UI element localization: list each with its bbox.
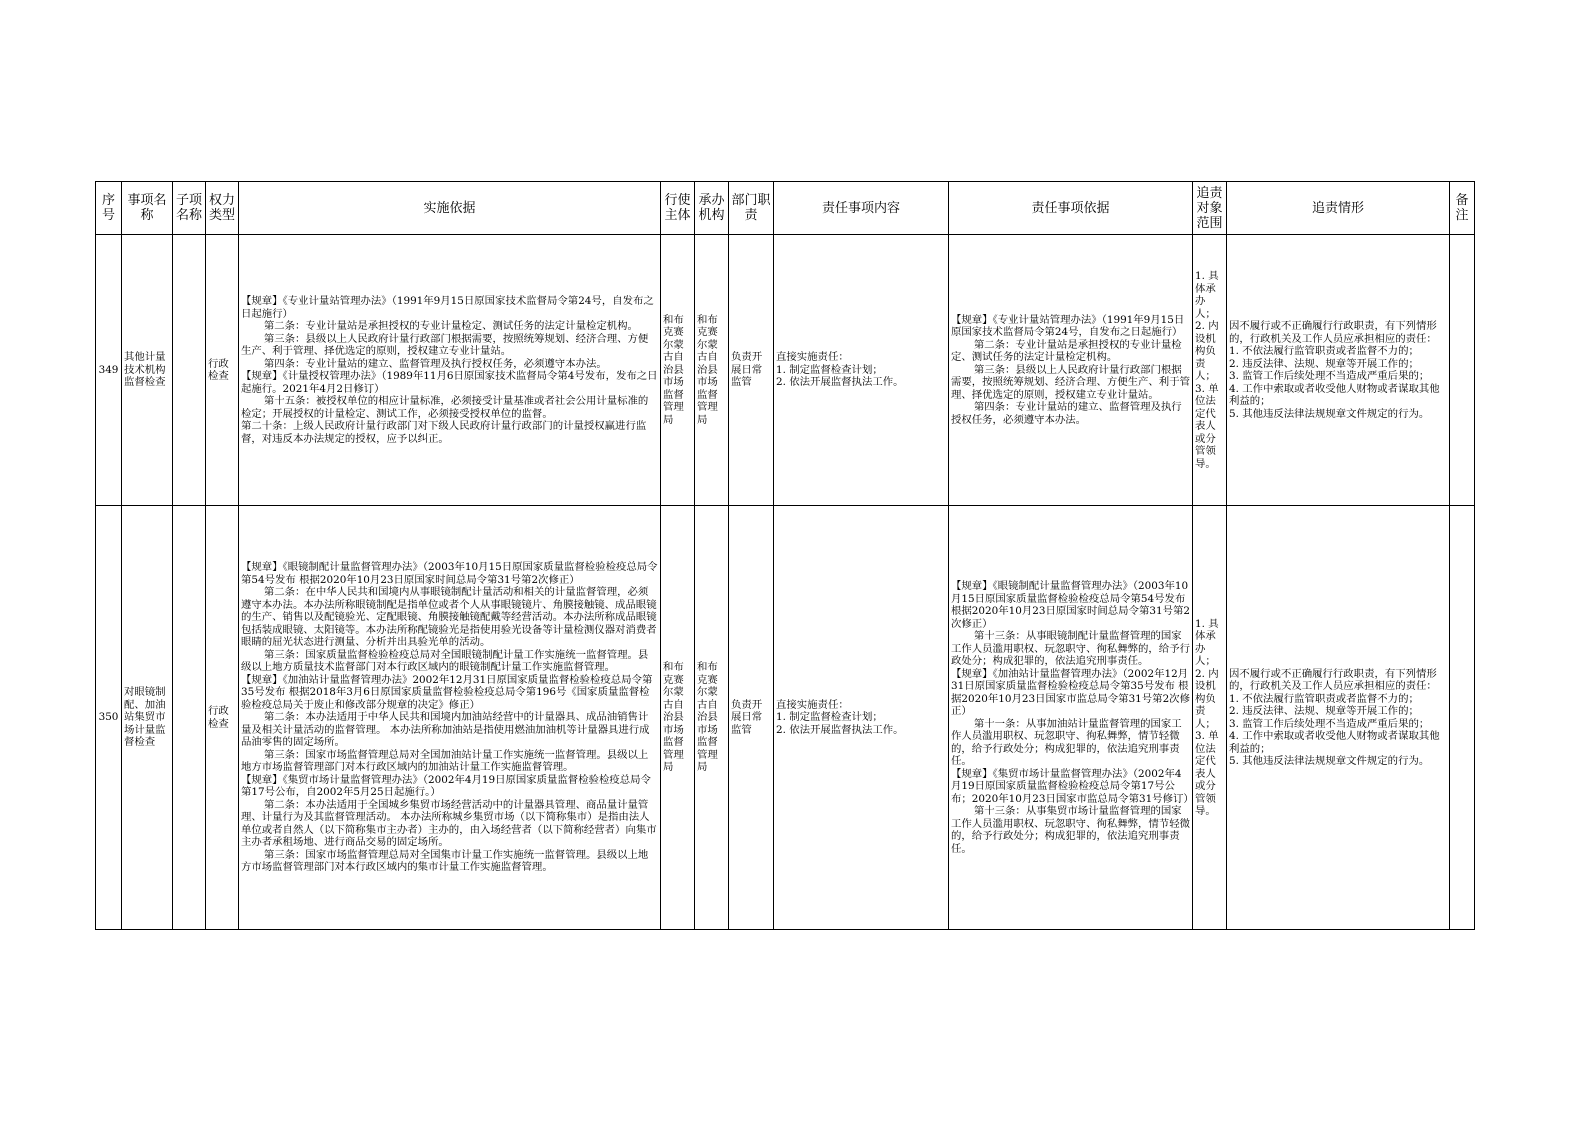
resp-basis-line: 【规章】《专业计量站管理办法》（1991年9月15日原国家技术监督局令第24号，自发布之日起施行） — [951, 313, 1185, 339]
header-resp-basis: 责任事项依据 — [949, 182, 1193, 235]
header-type: 权力类型 — [206, 182, 239, 235]
cell-resp-content — [774, 506, 949, 930]
cell-subject: 和布克赛尔蒙古自治县市场监督管理局 — [661, 506, 695, 930]
basis-line: 第十五条：被授权单位的相应计量标准，必须接受计量基准或者社会公用计量标准的检定；开展授权的计量检定、测试工作，必须接受授权单位的监督。 — [241, 395, 649, 420]
resp-basis-line: 第二条：专业计量站是承担授权的专业计量检定、测试任务的法定计量检定机构。 — [951, 338, 1182, 364]
situation-line: 3. 监管工作后续处理不当造成严重后果的； — [1229, 370, 1430, 382]
resp-basis-line: 第十三条：从事集贸市场计量监督管理的国家工作人员滥用职权、玩忽职守、徇私舞弊，情节轻微的，给予行政处分；构成犯罪的，依法追究刑事责任。 — [951, 805, 1190, 855]
basis-line: 第二条：专业计量站是承担授权的专业计量检定、测试任务的法定计量检定机构。 — [263, 320, 638, 332]
header-org: 承办机构 — [695, 182, 729, 235]
cell-situation — [1227, 235, 1450, 506]
resp-basis-line: 【规章】《加油站计量监督管理办法》（2002年12月31日原国家质量监督检验检疫总局令第35号发布 根据2020年10月23日国家市监总局令第31号第2次修正） — [951, 667, 1190, 717]
situation-line: 因不履行或不正确履行行政职责，有下列情形的，行政机关及工作人员应承担相应的责任： — [1229, 320, 1437, 345]
header-seq: 序号 — [96, 182, 122, 235]
situation-line: 3. 监管工作后续处理不当造成严重后果的； — [1229, 717, 1430, 730]
resp-basis-line: 第四条：专业计量站的建立、监督管理及执行授权任务，必须遵守本办法。 — [951, 401, 1182, 426]
basis-line: 第三条：县级以上人民政府计量行政部门根据需要，按照统筹规划、经济合理、方便生产、利于管理、择优选定的原则，授权建立专业计量站。 — [241, 332, 649, 357]
situation-line: 5. 其他违反法律法规规章文件规定的行为。 — [1229, 407, 1430, 420]
basis-line: 第三条：国家市场监督管理总局对全国加油站计量工作实施统一监督管理。县级以上地方市场监督管理部门对本行政区域内的加油站计量工作实施监督管理。 — [241, 748, 649, 774]
basis-line: 【规章】《集贸市场计量监督管理办法》（2002年4月19日原国家质量监督检验检疫总局令第17号公布，自2002年5月25日起施行。） — [241, 773, 651, 799]
cell-sub — [173, 235, 206, 506]
resp-basis-line: 第十三条：从事眼镜制配计量监督管理的国家工作人员滥用职权、玩忽职守、徇私舞弊的，给予行政处分；构成犯罪的，依法追究刑事责任。 — [951, 630, 1190, 667]
basis-line: 第二条：本办法适用于全国城乡集贸市场经营活动中的计量器具管理、商品量计量管理、计量行为及其监督管理活动。 本办法所称城乡集贸市场（以下简称集市）是指由法人单位或者自然人（以下简称集市主办者）主办的，由入场经营者（以下简称经营者）向集市主办者承租场地、进行商品交易的固定场所。 — [241, 798, 657, 849]
cell-name: 对眼镜制配、加油站集贸市场计量监督检查 — [122, 506, 173, 930]
resp-basis-line: 【规章】《眼镜制配计量监督管理办法》（2003年10月15日原国家质量监督检验检疫总局令第54号发布 根据2020年10月23日原国家时间总局令第31号第2次修正） — [951, 580, 1190, 630]
table-row — [96, 235, 1475, 506]
cell-seq: 350 — [96, 506, 122, 930]
cell-basis — [239, 235, 661, 506]
scope-line: 2. 内设机构负责人； — [1195, 320, 1219, 382]
situation-line: 4. 工作中索取或者收受他人财物或者谋取其他利益的； — [1229, 730, 1440, 755]
cell-subject: 和布克赛尔蒙古自治县市场监督管理局 — [661, 235, 695, 506]
basis-line: 第四条：专业计量站的建立、监督管理及执行授权任务，必须遵守本办法。 — [263, 357, 607, 370]
situation-line: 2. 违反法律、法规、规章等开展工作的； — [1229, 705, 1419, 717]
cell-resp-basis — [949, 506, 1193, 930]
basis-line: 第三条：国家质量监督检验检疫总局对全国眼镜制配计量工作实施统一监督管理。县级以上地方质量技术监督部门对本行政区域内的眼镜制配计量工作实施监督管理。 — [241, 648, 649, 674]
scope-line: 3. 单位法定代表人或分管领导。 — [1195, 730, 1219, 817]
cell-note — [1450, 235, 1475, 506]
cell-basis — [239, 506, 661, 930]
resp-content-line: 2. 依法开展监督执法工作。 — [776, 376, 904, 389]
scope-line: 1. 具体承办人； — [1195, 617, 1219, 667]
resp-content-line: 直接实施责任： — [776, 351, 849, 364]
scope-line: 1. 具体承办人； — [1195, 270, 1219, 320]
basis-line: 第二条：在中华人民共和国境内从事眼镜制配计量活动和相关的计量监督管理，必须遵守本办法。本办法所称眼镜制配是指单位或者个人从事眼镜镜片、角膜接触镜、成品眼镜的生产、销售以及配镜验光、定配眼镜、角膜接触镜配戴等经营活动。本办法所称成品眼镜包括装成眼镜、太阳镜等。本办法所称配镜验光是指使用验光设备等计量检测仪器对消费者眼睛的屈光状态进行测量、分析并出具验光单的活动。 — [241, 586, 657, 649]
resp-content-line: 1. 制定监督检查计划； — [776, 363, 883, 376]
resp-content-line: 1. 制定监督检查计划； — [776, 711, 883, 724]
resp-basis-line: 【规章】《集贸市场计量监督管理办法》（2002年4月19日原国家质量监督检验检疫总局令第17号公布；2020年10月23日国家市监总局令第31号修订） — [951, 767, 1194, 805]
cell-name: 其他计量技术机构监督检查 — [122, 235, 173, 506]
situation-line: 因不履行或不正确履行行政职责，有下列情形的，行政机关及工作人员应承担相应的责任： — [1229, 667, 1437, 692]
header-sub: 子项名称 — [173, 182, 206, 235]
header-subject: 行使主体 — [661, 182, 695, 235]
responsibility-table — [95, 181, 1475, 930]
header-note: 备注 — [1450, 182, 1475, 235]
cell-note — [1450, 506, 1475, 930]
cell-sub — [173, 506, 206, 930]
situation-line: 4. 工作中索取或者收受他人财物或者谋取其他利益的； — [1229, 382, 1440, 407]
basis-line: 【规章】《加油站计量监督管理办法》2002年12月31日原国家质量监督检验检疫总局令第35号发布 根据2018年3月6日原国家质量监督检验检疫总局令第196号《国家质量监督检验检疫总局关于废止和修改部分规章的决定》修正） — [241, 673, 653, 711]
header-basis: 实施依据 — [239, 182, 661, 235]
situation-line: 2. 违反法律、法规、规章等开展工作的； — [1229, 357, 1419, 370]
cell-type: 行政检查 — [206, 235, 239, 506]
cell-type: 行政检查 — [206, 506, 239, 930]
header-row — [96, 182, 1475, 235]
header-scope: 追责对象范围 — [1193, 182, 1227, 235]
cell-org: 和布克赛尔蒙古自治县市场监督管理局 — [695, 235, 729, 506]
header-resp-content: 责任事项内容 — [774, 182, 949, 235]
basis-line: 第二十条：上级人民政府计量行政部门对下级人民政府计量行政部门的计量授权赢进行监督，对违反本办法规定的授权，应予以纠正。 — [241, 420, 647, 445]
basis-line: 第二条：本办法适用于中华人民共和国境内加油站经营中的计量器具、成品油销售计量及相关计量活动的监督管理。 本办法所称加油站是指使用燃油加油机等计量器具进行成品油零售的固定场所。 — [241, 711, 650, 749]
basis-line: 【规章】《计量授权管理办法》（1989年11月6日原国家技术监督局令第4号发布，发布之日起施行。2021年4月2日修订） — [241, 370, 658, 395]
cell-duty: 负责开展日常监管 — [729, 506, 774, 930]
header-duty: 部门职责 — [729, 182, 774, 235]
cell-org: 和布克赛尔蒙古自治县市场监督管理局 — [695, 506, 729, 930]
header-name: 事项名称 — [122, 182, 173, 235]
situation-line: 1. 不依法履行监管职责或者监督不力的； — [1229, 692, 1419, 705]
cell-seq: 349 — [96, 235, 122, 506]
cell-scope — [1193, 506, 1227, 930]
resp-content-line: 2. 依法开展监督执法工作。 — [776, 723, 904, 736]
resp-basis-line: 第十一条：从事加油站计量监督管理的国家工作人员滥用职权、玩忽职守、徇私舞弊，情节轻微的，给予行政处分；构成犯罪的，依法追究刑事责任。 — [951, 717, 1182, 767]
cell-resp-basis — [949, 235, 1193, 506]
scope-line: 2. 内设机构负责人； — [1195, 667, 1219, 730]
resp-content-line: 直接实施责任： — [776, 698, 849, 711]
basis-line: 第三条：国家市场监督管理总局对全国集市计量工作实施统一监督管理。县级以上地方市场监督管理部门对本行政区域内的集市计量工作实施监督管理。 — [241, 848, 649, 874]
scope-line: 3. 单位法定代表人或分管领导。 — [1195, 382, 1219, 470]
situation-line: 1. 不依法履行监管职责或者监督不力的； — [1229, 345, 1419, 357]
resp-basis-line: 第三条：县级以上人民政府计量行政部门根据需要，按照统筹规划、经济合理、方便生产、利于管理、择优选定的原则，授权建立专业计量站。 — [951, 363, 1190, 401]
cell-scope — [1193, 235, 1227, 506]
situation-line: 5. 其他违反法律法规规章文件规定的行为。 — [1229, 755, 1430, 767]
cell-resp-content — [774, 235, 949, 506]
header-situation: 追责情形 — [1227, 182, 1450, 235]
basis-line: 【规章】《专业计量站管理办法》（1991年9月15日原国家技术监督局令第24号，自发布之日起施行） — [241, 295, 654, 320]
basis-line: 【规章】《眼镜制配计量监督管理办法》（2003年10月15日原国家质量监督检验检疫总局令第54号发布 根据2020年10月23日原国家时间总局令第31号第2次修正） — [241, 561, 658, 586]
cell-duty: 负责开展日常监管 — [729, 235, 774, 506]
table-row — [96, 506, 1475, 930]
cell-situation — [1227, 506, 1450, 930]
